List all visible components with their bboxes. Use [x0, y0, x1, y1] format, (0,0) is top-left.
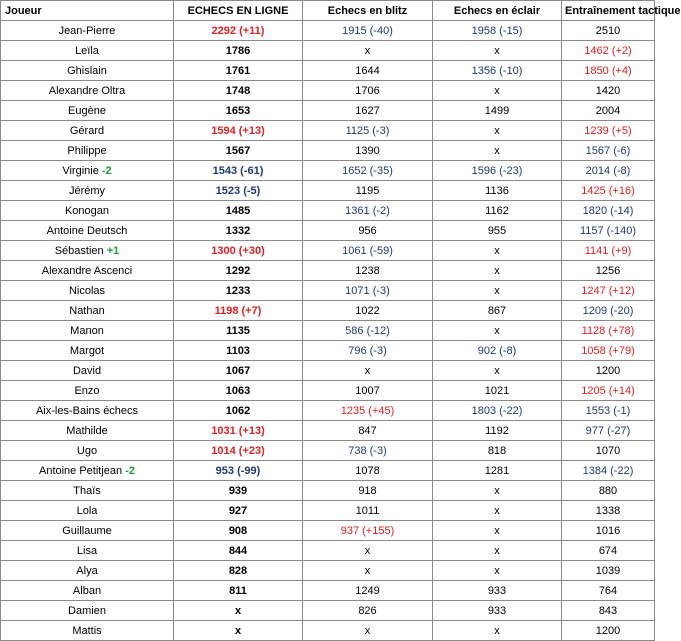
- tactics-rating-cell: 1141 (+9): [562, 241, 655, 261]
- player-name: Antoine Petitjean: [38, 464, 123, 477]
- online-rating-cell: 1300 (+30): [174, 241, 303, 261]
- eclair-rating-cell: x: [433, 261, 562, 281]
- table-row: [1, 361, 655, 381]
- player-cell: [1, 141, 174, 161]
- player-cell: [1, 581, 174, 601]
- tactics-rating-cell: 1820 (-14): [562, 201, 655, 221]
- player-cell: [1, 321, 174, 341]
- blitz-rating-cell: 1078: [303, 461, 433, 481]
- eclair-rating-cell: x: [433, 141, 562, 161]
- online-rating-cell: 1594 (+13): [174, 121, 303, 141]
- player-cell: [1, 81, 174, 101]
- player-name: Nicolas: [68, 284, 106, 297]
- eclair-rating-cell: 933: [433, 581, 562, 601]
- blitz-rating-cell: 1125 (-3): [303, 121, 433, 141]
- blitz-rating-cell: 1627: [303, 101, 433, 121]
- player-name: Guillaume: [62, 524, 112, 537]
- player-name: Gérard: [69, 124, 105, 137]
- player-name: Alban: [72, 584, 102, 597]
- online-rating-cell: 1062: [174, 401, 303, 421]
- player-name: Mattis: [72, 624, 102, 637]
- table-row: [1, 521, 655, 541]
- player-cell: [1, 41, 174, 61]
- blitz-rating-cell: x: [303, 561, 433, 581]
- table-row: [1, 101, 655, 121]
- header-eclair: Echecs en éclair: [433, 1, 562, 21]
- tactics-rating-cell: 843: [562, 601, 655, 621]
- player-name: Thaïs: [73, 484, 101, 497]
- player-name: Lisa: [76, 544, 98, 557]
- online-rating-cell: 1014 (+23): [174, 441, 303, 461]
- eclair-rating-cell: x: [433, 41, 562, 61]
- blitz-rating-cell: 1007: [303, 381, 433, 401]
- tactics-rating-cell: 1553 (-1): [562, 401, 655, 421]
- tactics-rating-cell: 1384 (-22): [562, 461, 655, 481]
- player-name: Alya: [76, 564, 98, 577]
- table-row: [1, 221, 655, 241]
- tactics-rating-cell: 1200: [562, 621, 655, 641]
- online-rating-cell: 811: [174, 581, 303, 601]
- player-cell: [1, 481, 174, 501]
- tactics-rating-cell: 1420: [562, 81, 655, 101]
- tactics-rating-cell: 1128 (+78): [562, 321, 655, 341]
- table-row: [1, 381, 655, 401]
- online-rating-cell: 1543 (-61): [174, 161, 303, 181]
- eclair-rating-cell: 1596 (-23): [433, 161, 562, 181]
- eclair-rating-cell: 1021: [433, 381, 562, 401]
- player-cell: [1, 161, 174, 181]
- rank-change-badge: +1: [106, 244, 120, 257]
- table-row: [1, 41, 655, 61]
- online-rating-cell: 2292 (+11): [174, 21, 303, 41]
- tactics-rating-cell: 1567 (-6): [562, 141, 655, 161]
- online-rating-cell: 908: [174, 521, 303, 541]
- eclair-rating-cell: 1499: [433, 101, 562, 121]
- eclair-rating-cell: x: [433, 481, 562, 501]
- tactics-rating-cell: 2014 (-8): [562, 161, 655, 181]
- tactics-rating-cell: 764: [562, 581, 655, 601]
- player-name: Alexandre Oltra: [48, 84, 126, 97]
- player-cell: [1, 341, 174, 361]
- blitz-rating-cell: 1915 (-40): [303, 21, 433, 41]
- blitz-rating-cell: 1022: [303, 301, 433, 321]
- table-row: [1, 461, 655, 481]
- blitz-rating-cell: 1061 (-59): [303, 241, 433, 261]
- blitz-rating-cell: 1652 (-35): [303, 161, 433, 181]
- online-rating-cell: x: [174, 601, 303, 621]
- eclair-rating-cell: 1281: [433, 461, 562, 481]
- header-online-chess: ECHECS EN LIGNE: [174, 1, 303, 21]
- player-cell: [1, 281, 174, 301]
- table-row: [1, 481, 655, 501]
- table-row: [1, 501, 655, 521]
- eclair-rating-cell: 902 (-8): [433, 341, 562, 361]
- eclair-rating-cell: x: [433, 121, 562, 141]
- player-cell: [1, 461, 174, 481]
- blitz-rating-cell: x: [303, 541, 433, 561]
- blitz-rating-cell: 918: [303, 481, 433, 501]
- blitz-rating-cell: 1390: [303, 141, 433, 161]
- tactics-rating-cell: 1039: [562, 561, 655, 581]
- eclair-rating-cell: x: [433, 521, 562, 541]
- eclair-rating-cell: 1958 (-15): [433, 21, 562, 41]
- player-cell: [1, 301, 174, 321]
- table-body: [1, 21, 655, 641]
- eclair-rating-cell: x: [433, 621, 562, 641]
- table-row: [1, 61, 655, 81]
- tactics-rating-cell: 2510: [562, 21, 655, 41]
- table-row: [1, 181, 655, 201]
- eclair-rating-cell: x: [433, 561, 562, 581]
- table-row: [1, 581, 655, 601]
- online-rating-cell: 1233: [174, 281, 303, 301]
- player-name: Ghislain: [67, 64, 107, 77]
- header-tactics: Entraînement tactique: [562, 1, 655, 21]
- rank-change-badge: -2: [125, 464, 135, 477]
- player-name: Virginie: [62, 164, 99, 177]
- table-row: [1, 421, 655, 441]
- player-cell: [1, 21, 174, 41]
- table-row: [1, 561, 655, 581]
- online-rating-cell: 844: [174, 541, 303, 561]
- player-cell: [1, 221, 174, 241]
- table-row: [1, 401, 655, 421]
- blitz-rating-cell: 1011: [303, 501, 433, 521]
- player-cell: [1, 361, 174, 381]
- online-rating-cell: 1135: [174, 321, 303, 341]
- blitz-rating-cell: x: [303, 41, 433, 61]
- online-rating-cell: 1567: [174, 141, 303, 161]
- tactics-rating-cell: 1016: [562, 521, 655, 541]
- online-rating-cell: 1103: [174, 341, 303, 361]
- online-rating-cell: 1031 (+13): [174, 421, 303, 441]
- table-row: [1, 201, 655, 221]
- blitz-rating-cell: 1238: [303, 261, 433, 281]
- player-cell: [1, 601, 174, 621]
- eclair-rating-cell: 1356 (-10): [433, 61, 562, 81]
- header-blitz: Echecs en blitz: [303, 1, 433, 21]
- player-cell: [1, 441, 174, 461]
- online-rating-cell: 1523 (-5): [174, 181, 303, 201]
- blitz-rating-cell: 956: [303, 221, 433, 241]
- player-cell: [1, 561, 174, 581]
- blitz-rating-cell: 847: [303, 421, 433, 441]
- eclair-rating-cell: 933: [433, 601, 562, 621]
- blitz-rating-cell: 937 (+155): [303, 521, 433, 541]
- player-name: Ugo: [76, 444, 98, 457]
- tactics-rating-cell: 674: [562, 541, 655, 561]
- tactics-rating-cell: 1256: [562, 261, 655, 281]
- player-cell: [1, 421, 174, 441]
- eclair-rating-cell: 1136: [433, 181, 562, 201]
- eclair-rating-cell: x: [433, 541, 562, 561]
- online-rating-cell: 1332: [174, 221, 303, 241]
- online-rating-cell: 1748: [174, 81, 303, 101]
- online-rating-cell: 1761: [174, 61, 303, 81]
- blitz-rating-cell: 1071 (-3): [303, 281, 433, 301]
- rank-change-badge: -2: [101, 164, 112, 177]
- player-name: Enzo: [74, 384, 100, 397]
- eclair-rating-cell: x: [433, 281, 562, 301]
- table-row: [1, 341, 655, 361]
- table-row: [1, 141, 655, 161]
- tactics-rating-cell: 1338: [562, 501, 655, 521]
- player-cell: [1, 201, 174, 221]
- player-name: David: [72, 364, 102, 377]
- eclair-rating-cell: x: [433, 321, 562, 341]
- tactics-rating-cell: 1425 (+16): [562, 181, 655, 201]
- player-name: Margot: [69, 344, 105, 357]
- blitz-rating-cell: 1249: [303, 581, 433, 601]
- eclair-rating-cell: 1162: [433, 201, 562, 221]
- blitz-rating-cell: 1644: [303, 61, 433, 81]
- eclair-rating-cell: 867: [433, 301, 562, 321]
- online-rating-cell: x: [174, 621, 303, 641]
- blitz-rating-cell: 1706: [303, 81, 433, 101]
- tactics-rating-cell: 977 (-27): [562, 421, 655, 441]
- table-row: [1, 321, 655, 341]
- player-cell: [1, 541, 174, 561]
- player-name: Alexandre Ascenci: [41, 264, 133, 277]
- eclair-rating-cell: x: [433, 501, 562, 521]
- player-name: Nathan: [69, 304, 105, 317]
- online-rating-cell: 1653: [174, 101, 303, 121]
- online-rating-cell: 1292: [174, 261, 303, 281]
- player-name: Jean-Pierre: [58, 24, 116, 37]
- online-rating-cell: 927: [174, 501, 303, 521]
- eclair-rating-cell: 1803 (-22): [433, 401, 562, 421]
- player-name: Aix-les-Bains échecs: [35, 404, 139, 417]
- eclair-rating-cell: 818: [433, 441, 562, 461]
- player-cell: [1, 101, 174, 121]
- player-cell: [1, 381, 174, 401]
- table-row: [1, 301, 655, 321]
- tactics-rating-cell: 1157 (-140): [562, 221, 655, 241]
- player-name: Jérémy: [68, 184, 106, 197]
- tactics-rating-cell: 2004: [562, 101, 655, 121]
- blitz-rating-cell: 1361 (-2): [303, 201, 433, 221]
- player-cell: [1, 401, 174, 421]
- online-rating-cell: 1067: [174, 361, 303, 381]
- online-rating-cell: 1786: [174, 41, 303, 61]
- online-rating-cell: 1198 (+7): [174, 301, 303, 321]
- blitz-rating-cell: x: [303, 621, 433, 641]
- player-name: Eugène: [68, 104, 106, 117]
- player-cell: [1, 241, 174, 261]
- tactics-rating-cell: 1200: [562, 361, 655, 381]
- online-rating-cell: 953 (-99): [174, 461, 303, 481]
- tactics-rating-cell: 1058 (+79): [562, 341, 655, 361]
- player-name: Konogan: [64, 204, 110, 217]
- player-cell: [1, 181, 174, 201]
- player-cell: [1, 121, 174, 141]
- tactics-rating-cell: 1850 (+4): [562, 61, 655, 81]
- eclair-rating-cell: x: [433, 361, 562, 381]
- eclair-rating-cell: 1192: [433, 421, 562, 441]
- table-row: [1, 601, 655, 621]
- player-name: Sébastien: [54, 244, 104, 257]
- tactics-rating-cell: 1070: [562, 441, 655, 461]
- blitz-rating-cell: 738 (-3): [303, 441, 433, 461]
- player-name: Mathilde: [66, 424, 108, 437]
- blitz-rating-cell: 1235 (+45): [303, 401, 433, 421]
- header-row: [1, 1, 655, 21]
- blitz-rating-cell: 1195: [303, 181, 433, 201]
- eclair-rating-cell: 955: [433, 221, 562, 241]
- player-name: Lola: [76, 504, 98, 517]
- table-row: [1, 541, 655, 561]
- player-name: Manon: [70, 324, 104, 337]
- player-cell: [1, 501, 174, 521]
- table-row: [1, 161, 655, 181]
- tactics-rating-cell: 880: [562, 481, 655, 501]
- table-row: [1, 121, 655, 141]
- blitz-rating-cell: x: [303, 361, 433, 381]
- tactics-rating-cell: 1462 (+2): [562, 41, 655, 61]
- table-row: [1, 441, 655, 461]
- table-row: [1, 21, 655, 41]
- header-player: Joueur: [1, 1, 174, 21]
- tactics-rating-cell: 1209 (-20): [562, 301, 655, 321]
- eclair-rating-cell: x: [433, 241, 562, 261]
- blitz-rating-cell: 796 (-3): [303, 341, 433, 361]
- table-row: [1, 261, 655, 281]
- tactics-rating-cell: 1247 (+12): [562, 281, 655, 301]
- player-cell: [1, 261, 174, 281]
- tactics-rating-cell: 1239 (+5): [562, 121, 655, 141]
- blitz-rating-cell: 826: [303, 601, 433, 621]
- online-rating-cell: 939: [174, 481, 303, 501]
- player-cell: [1, 61, 174, 81]
- player-cell: [1, 621, 174, 641]
- tactics-rating-cell: 1205 (+14): [562, 381, 655, 401]
- player-name: Philippe: [67, 144, 107, 157]
- player-name: Leïla: [75, 44, 99, 57]
- table-row: [1, 281, 655, 301]
- player-name: Damien: [68, 604, 106, 617]
- online-rating-cell: 1485: [174, 201, 303, 221]
- player-name: Antoine Deutsch: [46, 224, 128, 237]
- table-row: [1, 81, 655, 101]
- table-row: [1, 241, 655, 261]
- online-rating-cell: 1063: [174, 381, 303, 401]
- blitz-rating-cell: 586 (-12): [303, 321, 433, 341]
- eclair-rating-cell: x: [433, 81, 562, 101]
- online-rating-cell: 828: [174, 561, 303, 581]
- table-row: [1, 621, 655, 641]
- player-cell: [1, 521, 174, 541]
